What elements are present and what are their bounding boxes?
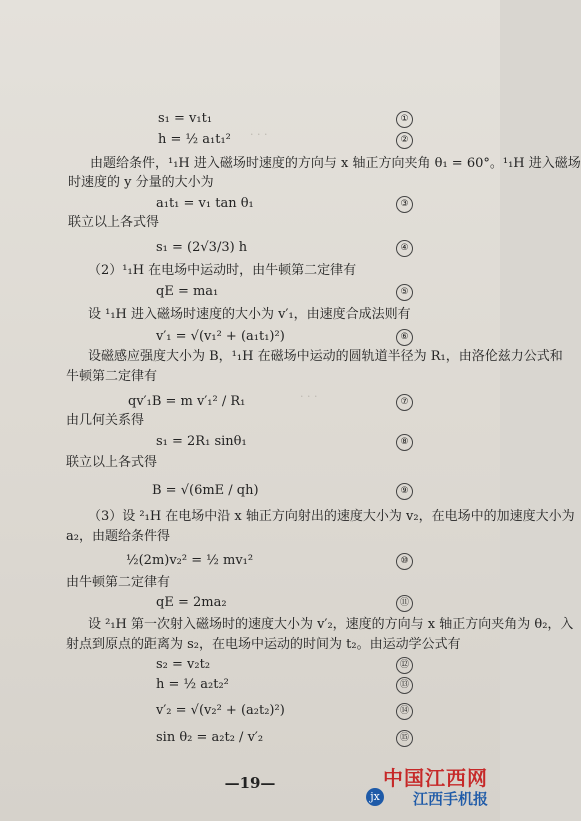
equation-number: ⑧ xyxy=(396,434,413,451)
watermark-icon: jx xyxy=(366,788,384,806)
equation-number: ⑥ xyxy=(396,329,413,346)
text-line: 由几何关系得 xyxy=(66,413,145,428)
equation-line: h = ½ a₂t₂² ⑬ xyxy=(0,674,500,696)
equation-line: qv′₁B = m v′₁² / R₁ ⑦ xyxy=(0,391,500,413)
text-line: 设 ¹₁H 进入磁场时速度的大小为 v′₁，由速度合成法则有 xyxy=(88,307,411,322)
equation-number: ⑫ xyxy=(396,657,413,674)
text-line: 时速度的 y 分量的大小为 xyxy=(68,175,214,190)
equation-number: ⑩ xyxy=(396,553,413,570)
equation-line: s₂ = v₂t₂ ⑫ xyxy=(0,654,500,676)
watermark-subtitle: 江西手机报 xyxy=(412,790,488,808)
equation-number: ⑬ xyxy=(396,677,413,694)
equation-number: ② xyxy=(396,132,413,149)
equation-line: B = √(6mE / qh) ⑨ xyxy=(0,480,500,502)
bleed-through-text: · · · xyxy=(300,390,318,403)
equation-number: ⑪ xyxy=(396,595,413,612)
watermark-title: 中国江西网 xyxy=(383,766,488,790)
equation-number: ⑤ xyxy=(396,284,413,301)
bleed-through-text: · · · xyxy=(250,128,268,141)
equation-line: qE = ma₁ ⑤ xyxy=(0,281,500,303)
equation-number: ① xyxy=(396,111,413,128)
equation-line: v′₂ = √(v₂² + (a₂t₂)²) ⑭ xyxy=(0,700,500,722)
equation-line: v′₁ = √(v₁² + (a₁t₁)²) ⑥ xyxy=(0,326,500,348)
equation-number: ⑭ xyxy=(396,703,413,720)
equation-number: ⑮ xyxy=(396,730,413,747)
page-number: —19— xyxy=(224,774,276,792)
equation-line: s₁ = v₁t₁ ① xyxy=(0,108,500,130)
text-line: 由牛顿第二定律有 xyxy=(66,575,171,590)
equation-number: ⑦ xyxy=(396,394,413,411)
equation-line: sin θ₂ = a₂t₂ / v′₂ ⑮ xyxy=(0,727,500,749)
text-line: （2）¹₁H 在电场中运动时，由牛顿第二定律有 xyxy=(88,263,357,278)
equation-number: ⑨ xyxy=(396,483,413,500)
text-line: 设磁感应强度大小为 B，¹₁H 在磁场中运动的圆轨道半径为 R₁，由洛伦兹力公式和 xyxy=(88,349,563,364)
equation-line: qE = 2ma₂ ⑪ xyxy=(0,592,500,614)
text-line: 射点到原点的距离为 s₂，在电场中运动的时间为 t₂。由运动学公式有 xyxy=(66,637,461,652)
text-line: 由题给条件，¹₁H 进入磁场时速度的方向与 x 轴正方向夹角 θ₁ = 60°。¹₁H 进入磁场 xyxy=(90,156,581,171)
text-line: （3）设 ²₁H 在电场中沿 x 轴正方向射出的速度大小为 v₂，在电场中的加速度大小为 xyxy=(88,509,575,524)
text-line: a₂，由题给条件得 xyxy=(66,529,170,544)
equation-line: ½(2m)v₂² = ½ mv₁² ⑩ xyxy=(0,550,500,572)
equation-line: h = ½ a₁t₁² ② xyxy=(0,129,500,151)
text-line: 牛顿第二定律有 xyxy=(66,369,158,384)
text-line: 联立以上各式得 xyxy=(66,455,158,470)
text-line: 联立以上各式得 xyxy=(68,215,160,230)
equation-line: s₁ = (2√3/3) h ④ xyxy=(0,237,500,259)
equation-line: a₁t₁ = v₁ tan θ₁ ③ xyxy=(0,193,500,215)
equation-line: s₁ = 2R₁ sinθ₁ ⑧ xyxy=(0,431,500,453)
equation-number: ③ xyxy=(396,196,413,213)
equation-number: ④ xyxy=(396,240,413,257)
text-line: 设 ²₁H 第一次射入磁场时的速度大小为 v′₂，速度的方向与 x 轴正方向夹角为 θ₂，入 xyxy=(88,617,574,632)
watermark-logo xyxy=(338,762,488,812)
